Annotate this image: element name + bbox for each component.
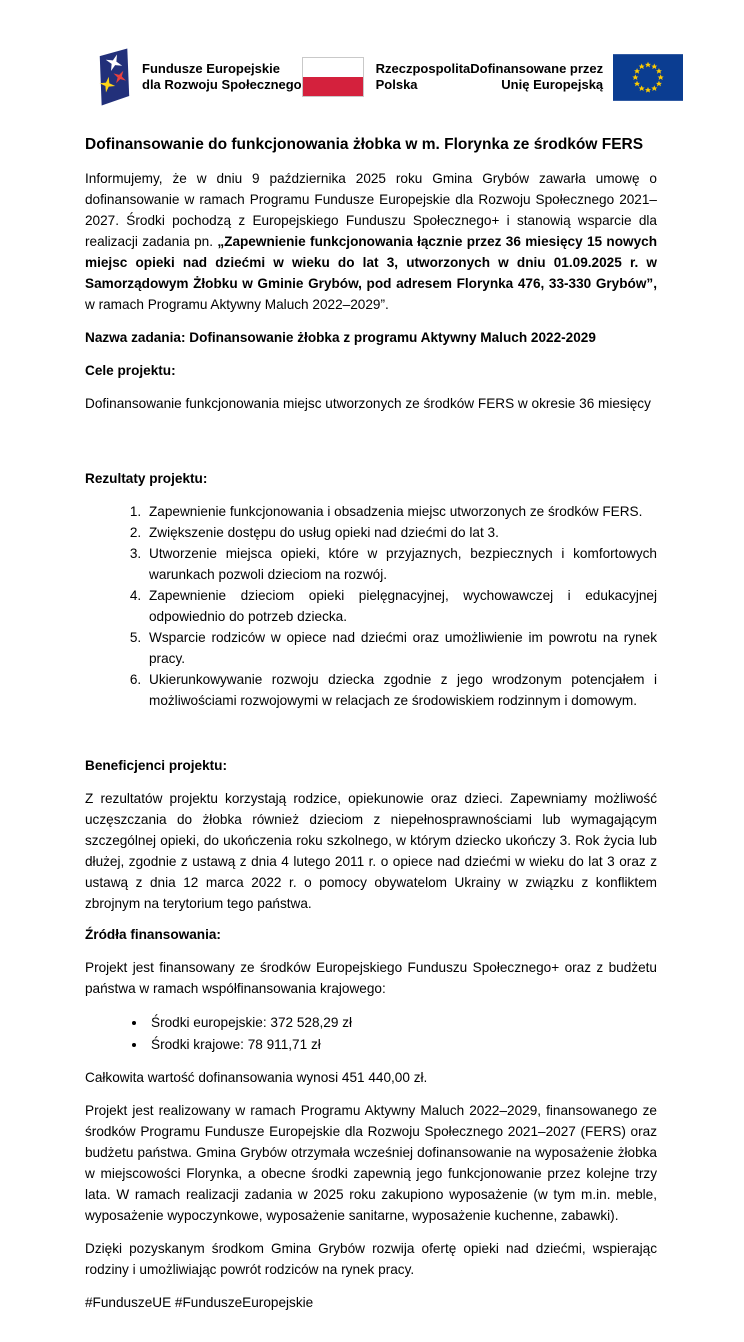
result-list-item: 1. Zapewnienie funkcjonowania i obsadzenia miejsc utworzonych ze środków FERS. [145,501,657,522]
result-list-item: 6. Ukierunkowywanie rozwoju dziecka zgodnie z jego wrodzonym potencjałem i możliwościami rozwojowymi w relacjach ze środowiskiem rodzinnym i domowym. [145,669,657,711]
result-list-item: 2. Zwiększenie dostępu do usług opieki nad dziećmi do lat 3. [145,522,657,543]
logo-label-line: dla Rozwoju Społecznego [142,77,302,92]
financing-amount-item: • Środki europejskie: 372 528,29 zł [147,1012,657,1033]
financing-amounts-list [85,1012,657,1055]
intro-task-quote: „Zapewnienie funkcjonowania łącznie przez 36 miesięcy 15 nowych miejsc opieki nad dziećmi w wieku do lat 3, utworzonych w dniu 01.09.2025 r. w Samorządowym Żłobku w Gminie Grybów, pod adresem Florynka 476, 33-330 Grybów”, [85,234,657,291]
fundusze-europejskie-label [142,61,302,93]
fundusze-europejskie-flag-icon [95,46,133,108]
logo-label-line: Polska [375,77,418,92]
financing-amount-item: • Środki krajowe: 78 911,71 zł [147,1034,657,1055]
page-title: Dofinansowanie do funkcjonowania żłobka w m. Florynka ze środków FERS [85,136,644,153]
task-name-line: Nazwa zadania: Dofinansowanie żłobka z programu Aktywny Maluch 2022-2029 [85,330,596,345]
result-list-item: 3. Utworzenie miejsca opieki, które w przyjaznych, bezpiecznych i komfortowych warunkach pozwoli dzieciom na rozwój. [145,543,657,585]
result-list-item: 5. Wsparcie rodziców w opiece nad dziećmi oraz umożliwienie im powrotu na rynek pracy. [145,627,657,669]
logo-label-line: Unię Europejską [501,77,604,92]
results-list [85,501,657,711]
goals-heading: Cele projektu: [85,363,176,378]
goals-body: Dofinansowanie funkcjonowania miejsc utworzonych ze środków FERS w okresie 36 miesięcy [85,396,651,411]
poland-flag-icon [302,57,364,97]
hashtags-line: #FunduszeUE #FunduszeEuropejskie [85,1295,314,1310]
eu-flag-icon [613,54,683,101]
rzeczpospolita-polska-logo [302,57,471,97]
funding-logos-header [95,44,662,110]
rzeczpospolita-polska-label [376,61,471,93]
result-list-item: 4. Zapewnienie dzieciom opieki pielęgnacyjnej, wychowawczej i edukacyjnej odpowiednio do potrzeb dziecka. [145,585,657,627]
fundusze-europejskie-logo [95,46,302,108]
logo-label-line: Fundusze Europejskie [142,61,280,76]
results-heading: Rezultaty projektu: [85,471,208,486]
eu-funding-logo [470,54,683,101]
beneficiaries-body: Z rezultatów projektu korzystają rodzice, opiekunowie oraz dzieci. Zapewniamy możliwość uczęszczania do żłobka również dzieciom z niepełnosprawnościami lub wymagającym szczególnej opieki, do ukończenia roku szkolnego, w którym dziecko ukończy 3. Rok życia lub dłużej, zgodnie z ustawą z dnia 4 lutego 2011 r. o opiece nad dziećmi w wieku do lat 3 oraz z ustawą z dnia 12 marca 2022 r. o pomocy obywatelom Ukrainy w związku z konfliktem zbrojnym na terytorium tego państwa. [85,791,657,911]
eu-funding-label [470,61,603,93]
logo-label-line: Rzeczpospolita [375,61,471,76]
intro-text: Informujemy, że w dniu 9 października 2025 roku Gmina Grybów zawarła umowę o dofinansowanie w ramach Programu Fundusze Europejskie dla Rozwoju Społecznego 2021–2027. Środki pochodzą z Europejskiego Funduszu Społecznego+ i stanowią wsparcie dla realizacji zadania pn. [85,171,657,249]
intro-paragraph [85,168,657,315]
financing-intro: Projekt jest finansowany ze środków Europejskiego Funduszu Społecznego+ oraz z budżetu państwa w ramach współfinansowania krajowego: [85,960,657,996]
intro-text: w ramach Programu Aktywny Maluch 2022–2029”. [85,297,389,312]
closing-paragraph: Dzięki pozyskanym środkom Gmina Grybów rozwija ofertę opieki nad dziećmi, wspierając rodziny i umożliwiając powrót rodziców na rynek pracy. [85,1241,657,1277]
document-body [0,134,744,1313]
program-info-paragraph: Projekt jest realizowany w ramach Programu Aktywny Maluch 2022–2029, finansowanego ze środków Programu Fundusze Europejskie dla Rozwoju Społecznego 2021–2027 (FERS) oraz budżetu państwa. Gmina Grybów otrzymała wcześniej dofinansowanie na wyposażenie żłobka w miejscowości Florynka, a obecne środki zapewnią jego funkcjonowanie przez kolejne trzy lata. W ramach realizacji zadania w 2025 roku zakupiono wyposażenie (w tym m.in. meble, wyposażenie wypoczynkowe, wyposażenie sanitarne, wyposażenie kuchenne, zabawki). [85,1103,657,1223]
beneficiaries-heading: Beneficjenci projektu: [85,758,228,773]
financing-total: Całkowita wartość dofinansowania wynosi 451 440,00 zł. [85,1070,428,1085]
financing-heading: Źródła finansowania: [85,927,221,942]
logo-label-line: Dofinansowane przez [470,61,604,76]
